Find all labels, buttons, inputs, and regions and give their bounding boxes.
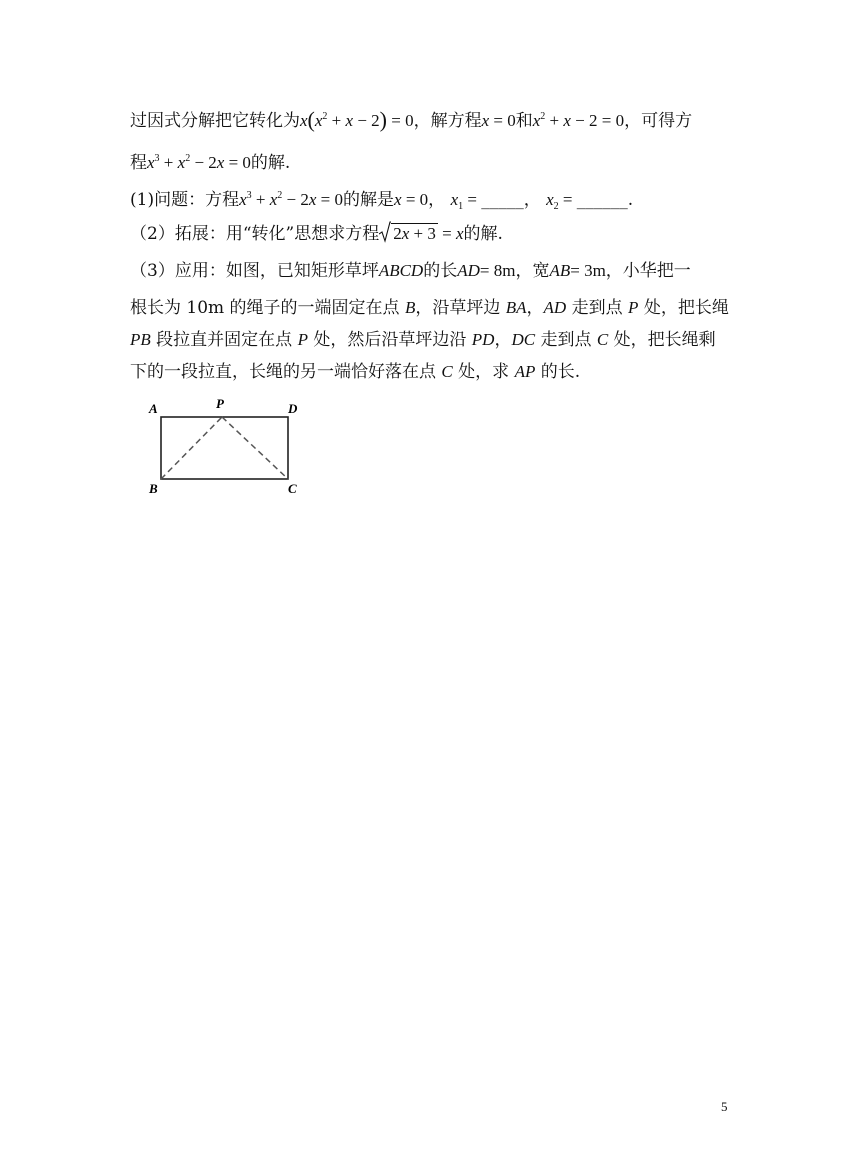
text-span: PD (471, 330, 495, 349)
text-span: ABCD (378, 261, 424, 280)
text-span: (1)问题：方程 (130, 190, 240, 210)
text-span: 的解. (250, 153, 291, 173)
text-span: = 3m (570, 261, 606, 280)
label-d: D (288, 401, 298, 416)
text-span: 程 (130, 153, 147, 173)
text-span: P (628, 298, 639, 317)
question-1: (1)问题：方程$x^3 + x^2 - 2x = 0$的解是x = 0， $x_1$ = _____， $x_2$ = ______. (130, 190, 634, 212)
answer-blank-1: _____， (481, 190, 541, 210)
text-span: 走到点 (566, 298, 629, 318)
text-span: 处，然后沿草坪边沿 (307, 330, 472, 350)
text-span: DC (511, 330, 536, 349)
text-span: ，小华把一 (605, 261, 691, 281)
text-span: 下的一段拉直，长绳的另一端恰好落在点 (130, 362, 442, 382)
text-span: ， (526, 298, 544, 318)
text-span: （2）拓展：用“转化”思想求方程 (130, 224, 380, 244)
text-span: 的长. (535, 362, 581, 382)
text-span: 和 (515, 111, 533, 131)
label-b: B (149, 481, 158, 496)
text-span: ，可得方 (624, 111, 693, 131)
sqrt-expression: 2x + 3 (379, 223, 438, 245)
label-c: C (288, 481, 297, 496)
text-span: ，宽 (515, 261, 550, 281)
question-3-line-1 (130, 260, 691, 282)
radical-sign (379, 221, 391, 243)
text-span: ，沿草坪边 (415, 298, 506, 318)
page-number: 5 (721, 1099, 728, 1114)
text-span: C (596, 330, 609, 349)
text-span: AP (514, 362, 536, 381)
text-span: 处，把长绳 (638, 298, 729, 318)
text-span: BA (505, 298, 527, 317)
text-span: ， (494, 330, 512, 350)
label-a: A (149, 401, 158, 416)
text-span: 过因式分解把它转化为 (130, 111, 300, 131)
text-span: 处，把长绳剩 (608, 330, 716, 350)
text-span: 的长 (423, 261, 458, 281)
paragraph-line-2: 程$x^3 + x^2 - 2x = 0$的解. (130, 153, 291, 173)
answer-blank-2: ______. (576, 190, 634, 210)
rope-segment-pb (161, 417, 222, 479)
text-span: = 8m (479, 261, 516, 280)
text-span: （3）应用：如图，已知矩形草坪 (130, 261, 379, 281)
text-span: P (297, 330, 308, 349)
text-span: 根长为 10m 的绳子的一端固定在点 (130, 298, 405, 318)
text-span: 的解. (463, 224, 503, 244)
text-span: ，解方程 (413, 111, 482, 131)
lawn-rectangle (161, 417, 288, 479)
text-span: 段拉直并固定在点 (150, 330, 298, 350)
text-span: PB (130, 330, 151, 349)
rope-segment-pc (222, 417, 288, 479)
text-span: 走到点 (535, 330, 597, 350)
rectangle-lawn-figure (140, 396, 315, 496)
text-span: AD (543, 298, 567, 317)
text-span: 处，求 (452, 362, 515, 382)
question-3-line-2 (130, 297, 729, 319)
text-span: C (441, 362, 453, 381)
question-3-line-4 (130, 361, 580, 383)
paragraph-line-1: 过因式分解把它转化为$x(x^2 + x - 2) = 0$，解方程x = 0和$x^2 + x - 2 = 0$，可得方 (130, 107, 693, 132)
text-span: AD (457, 261, 480, 280)
label-p: P (216, 396, 224, 411)
question-2: （2）拓展：用“转化”思想求方程 2x + 3 = x的解. (130, 223, 503, 245)
text-span: B (404, 298, 416, 317)
text-span: AB (549, 261, 571, 280)
question-3-line-3 (130, 329, 716, 351)
text-span: 的解是 (343, 190, 395, 210)
text-span: ， (428, 190, 446, 210)
